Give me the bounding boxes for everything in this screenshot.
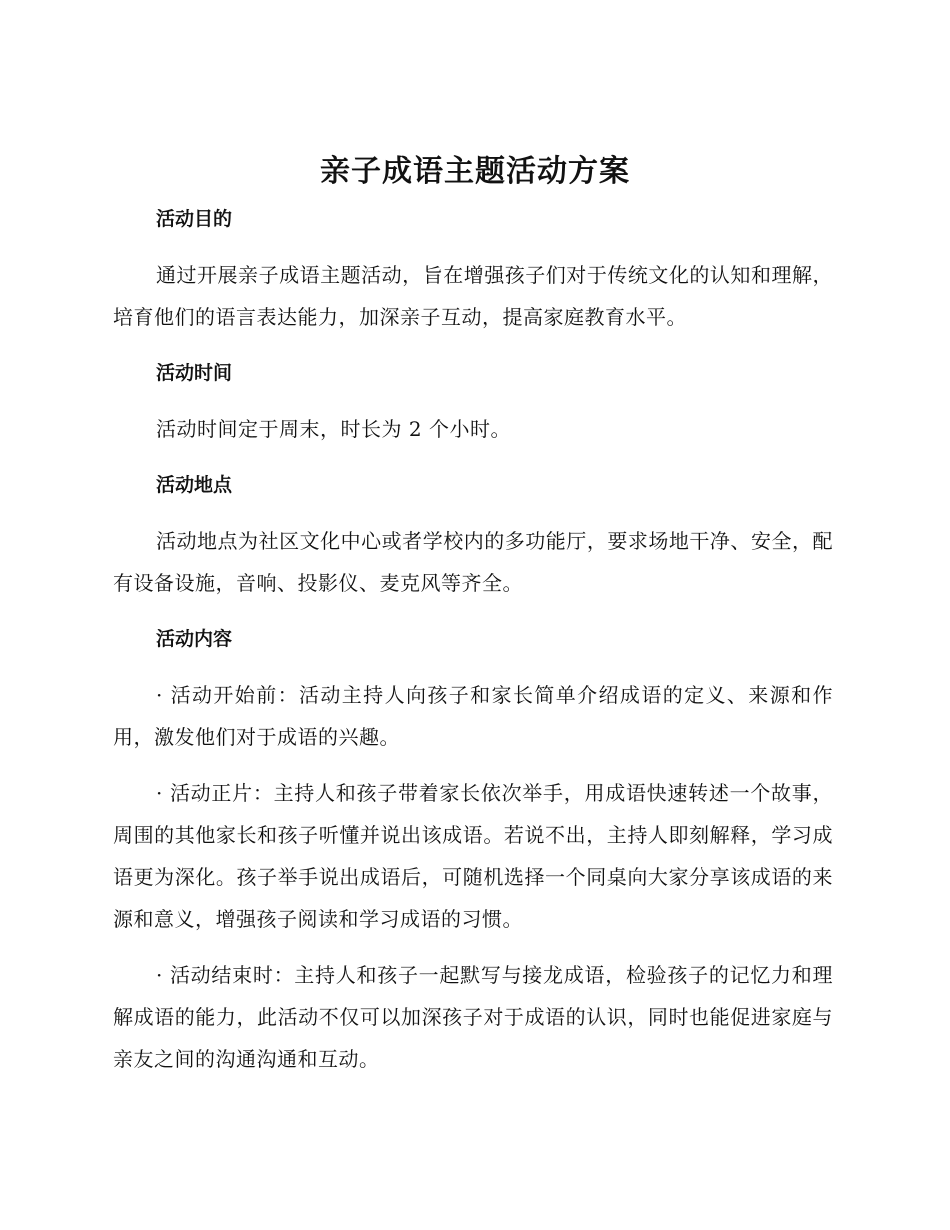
section-paragraph: 活动地点为社区文化中心或者学校内的多功能厅，要求场地干净、安全，配有设备设施，音响、投影仪、麦克风等齐全。 [113,529,833,595]
section-paragraph: 通过开展亲子成语主题活动，旨在增强孩子们对于传统文化的认知和理解，培育他们的语言表达能力，加深亲子互动，提高家庭教育水平。 [113,263,833,329]
section-paragraph: 活动时间定于周末，时长为 2 个小时。 [156,417,511,441]
bullet-paragraph: · 活动结束时：主持人和孩子一起默写与接龙成语，检验孩子的记忆力和理解成语的能力，此活动不仅可以加深孩子对于成语的认识，同时也能促进家庭与亲友之间的沟通沟通和互动。 [113,963,833,1071]
section-heading: 活动地点 [156,474,233,496]
section-heading: 活动内容 [156,628,233,650]
section-heading: 活动时间 [156,362,233,384]
section-location [113,464,833,604]
document-title: 亲子成语主题活动方案 [320,154,630,189]
section-time [113,352,833,450]
document-body [113,198,833,1094]
bullet-paragraph: · 活动开始前：活动主持人向孩子和家长简单介绍成语的定义、来源和作用，激发他们对于成语的兴趣。 [113,683,833,749]
section-heading: 活动目的 [156,208,233,230]
section-purpose [113,198,833,338]
section-content [113,618,833,1080]
bullet-paragraph: · 活动正片：主持人和孩子带着家长依次举手，用成语快速转述一个故事，周围的其他家长和孩子听懂并说出该成语。若说不出，主持人即刻解释，学习成语更为深化。孩子举手说出成语后，可随机选择一个同桌向大家分享该成语的来源和意义，增强孩子阅读和学习成语的习惯。 [113,781,833,931]
